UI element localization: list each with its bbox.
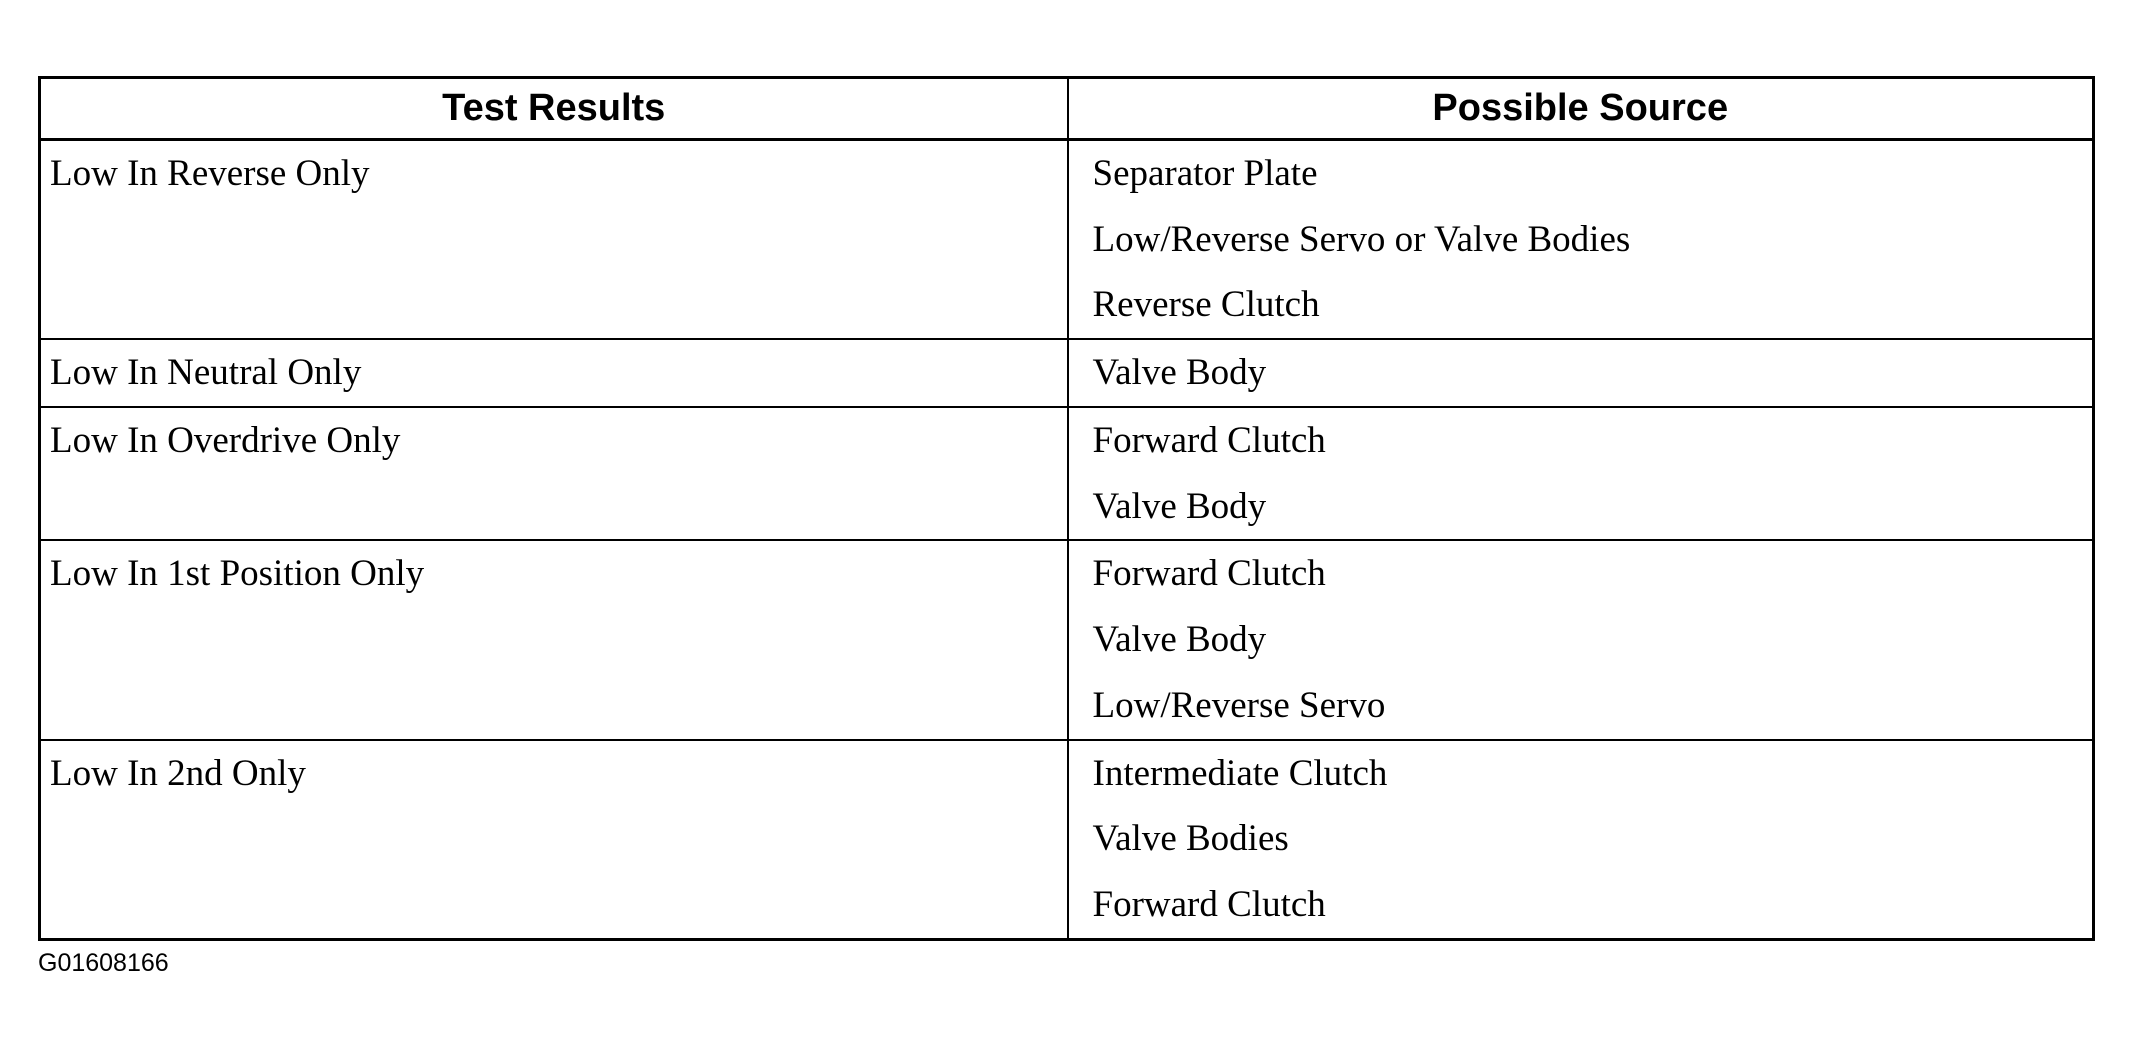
source-item: Reverse Clutch — [1092, 284, 1320, 326]
header-test-results: Test Results — [40, 78, 1068, 140]
figure-id: G01608166 — [38, 949, 169, 977]
table-row — [40, 740, 2094, 940]
possible-source-cell — [1068, 339, 2094, 407]
source-item: Forward Clutch — [1092, 553, 1326, 595]
test-result-cell — [40, 407, 1068, 540]
source-item: Separator Plate — [1092, 153, 1318, 194]
source-item: Low/Reverse Servo — [1092, 684, 1386, 726]
table-row — [40, 540, 2094, 739]
possible-source-cell — [1068, 407, 2094, 540]
test-result-text: Low In Neutral Only — [50, 352, 362, 394]
test-result-text: Low In Reverse Only — [50, 153, 370, 194]
source-item: Low/Reverse Servo or Valve Bodies — [1092, 218, 1631, 260]
test-result-cell — [40, 740, 1068, 940]
possible-source-cell — [1068, 740, 2094, 940]
source-item: Intermediate Clutch — [1092, 752, 1388, 794]
table-row — [40, 407, 2094, 540]
source-item: Valve Body — [1092, 485, 1267, 527]
possible-source-cell — [1068, 540, 2094, 739]
source-item: Valve Bodies — [1092, 818, 1289, 860]
test-result-text: Low In Overdrive Only — [50, 420, 401, 462]
test-result-cell — [40, 339, 1068, 407]
header-row — [40, 78, 2094, 140]
test-result-cell — [40, 140, 1068, 340]
pressure-test-table — [38, 76, 2095, 941]
test-result-text: Low In 2nd Only — [50, 752, 306, 794]
source-item: Forward Clutch — [1092, 420, 1326, 462]
table-row — [40, 339, 2094, 407]
test-result-cell — [40, 540, 1068, 739]
test-result-text: Low In 1st Position Only — [50, 553, 425, 595]
source-item: Valve Body — [1092, 352, 1267, 394]
possible-source-cell — [1068, 140, 2094, 340]
table-row — [40, 140, 2094, 340]
header-possible-source: Possible Source — [1068, 78, 2094, 140]
source-item: Forward Clutch — [1092, 883, 1326, 925]
source-item: Valve Body — [1092, 619, 1267, 661]
